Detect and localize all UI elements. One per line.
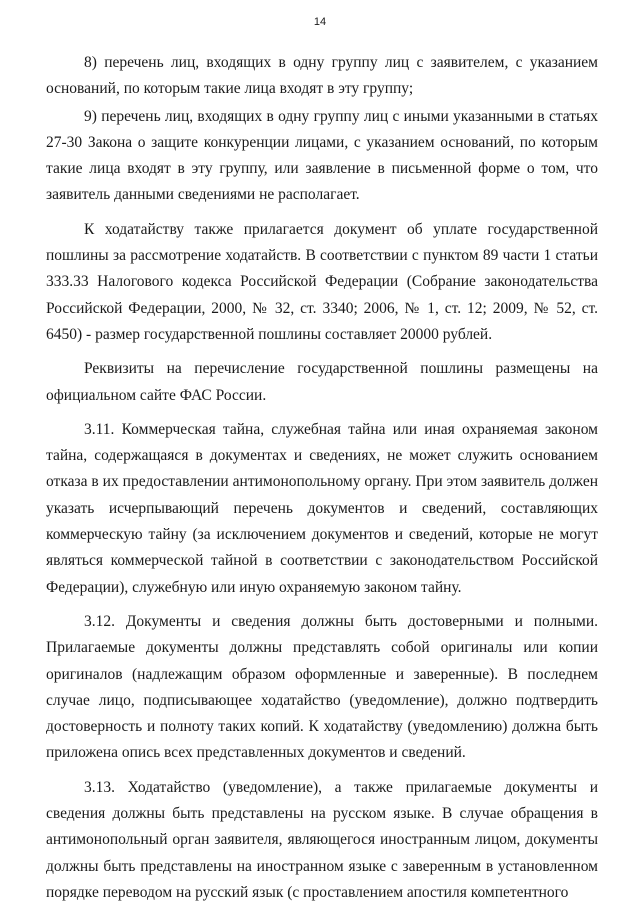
- paragraph-item-8: 8) перечень лиц, входящих в одну группу лиц с заявителем, с указанием оснований, по которым такие лица входят в эту группу;: [46, 54, 598, 98]
- paragraph-section-3-12: 3.12. Документы и сведения должны быть достоверными и полными. Прилагаемые документы должны представлять собой оригиналы или копии оригиналов (надлежащим образом оформленные и заверенные). В последнем случае лицо, подписывающее ходатайство (уведомление), должно подтвердить достоверность и полноту таких копий. К ходатайству (уведомлению) должна быть приложена опись всех представленных документов и сведений.: [46, 612, 598, 762]
- page-number: 14: [313, 16, 327, 28]
- document-body: [46, 50, 598, 906]
- paragraph-state-fee: К ходатайству также прилагается документ об уплате государственной пошлины за рассмотрение ходатайств. В соответствии с пунктом 89 части 1 статьи 333.33 Налогового кодекса Российской Федерации (Собрание законодательства Российской Федерации, 2000, № 32, ст. 3340; 2006, № 1, ст. 12; 2009, № 52, ст. 6450) - размер государственной пошлины составляет 20000 рублей.: [46, 220, 598, 343]
- paragraph-section-3-13: 3.13. Ходатайство (уведомление), а также прилагаемые документы и сведения должны быть представлены на русском языке. В случае обращения в антимонопольный орган заявителя, являющегося иностранным лицом, документы должны быть представлены на иностранном языке с заверенным в установленном порядке переводом на русский язык (с проставлением апостиля компетентного: [46, 778, 598, 901]
- paragraph-fee-details: Реквизиты на перечисление государственной пошлины размещены на официальном сайте ФАС России.: [46, 360, 598, 404]
- paragraph-section-3-11: 3.11. Коммерческая тайна, служебная тайна или иная охраняемая законом тайна, содержащаяся в документах и сведениях, не может служить основанием отказа в их предоставлении антимонопольному органу. При этом заявитель должен указать исчерпывающий перечень документов и сведений, составляющих коммерческую тайну (за исключением документов и сведений, которые не могут являться коммерческой тайной в соответствии с законодательством Российской Федерации), служебную или иную охраняемую законом тайну.: [46, 420, 598, 596]
- paragraph-item-9: 9) перечень лиц, входящих в одну группу лиц с иными указанными в статьях 27-30 Закона о защите конкуренции лицами, с указанием оснований, по которым такие лица входят в эту группу, или заявление в письменной форме о том, что заявитель данными сведениями не располагает.: [46, 107, 598, 204]
